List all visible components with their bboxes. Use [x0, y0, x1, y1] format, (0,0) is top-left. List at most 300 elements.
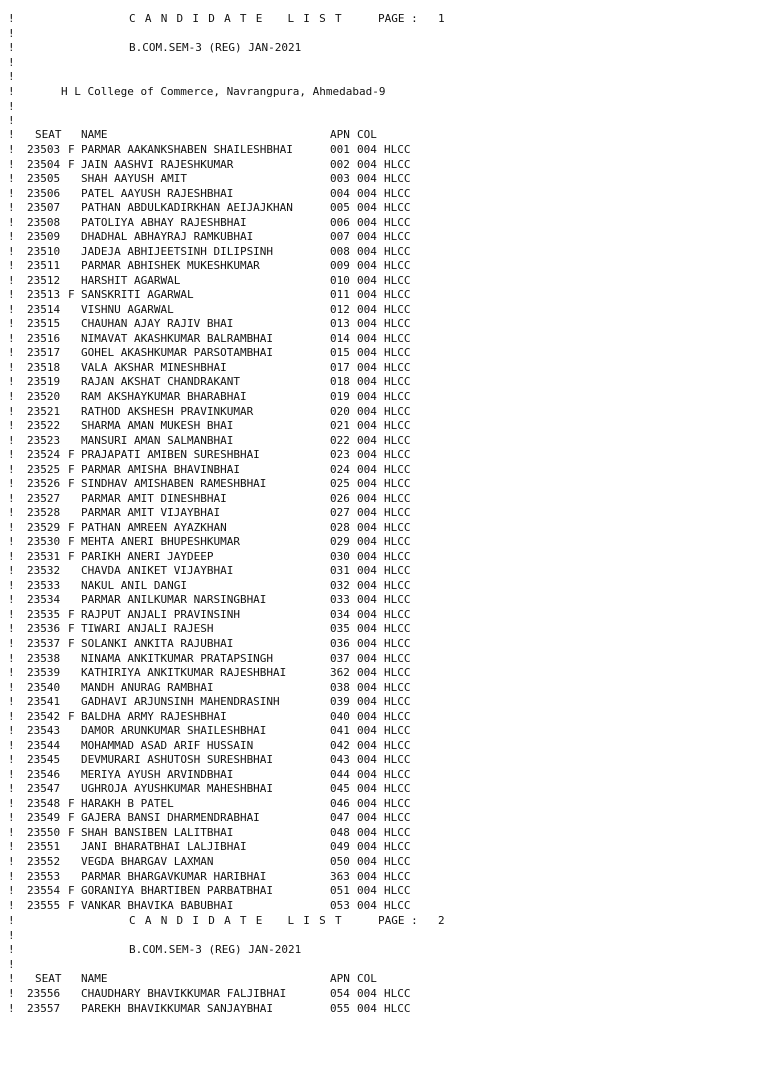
college-name: H L College of Commerce, Navrangpura, Ahmedabad-9	[61, 85, 386, 98]
margin-mark: !	[8, 943, 15, 956]
candidate-name: PAREKH BHAVIKKUMAR SANJAYBHAI	[81, 1001, 274, 1015]
college-number: 004	[357, 666, 377, 680]
college-number: 004	[357, 622, 377, 636]
candidate-row	[0, 782, 768, 797]
apn-number: 029	[330, 535, 350, 549]
margin-mark: !	[8, 738, 15, 752]
college-code: HLCC	[384, 520, 411, 534]
college-code: HLCC	[384, 477, 411, 491]
margin-mark: !	[8, 651, 15, 665]
blank-line	[0, 100, 768, 115]
college-number: 004	[357, 331, 377, 345]
blank-line	[0, 27, 768, 42]
college-code: HLCC	[384, 230, 411, 244]
college-number: 004	[357, 535, 377, 549]
margin-mark: !	[8, 666, 15, 680]
seat-number: 23537	[27, 637, 61, 651]
college-number: 004	[357, 987, 377, 1000]
gender-flag: F	[68, 811, 75, 825]
candidate-row	[0, 346, 768, 361]
seat-number: 23549	[27, 811, 61, 825]
candidate-row	[0, 448, 768, 463]
seat-number: 23527	[27, 491, 61, 505]
candidate-row	[0, 361, 768, 376]
column-header-seat: SEAT	[35, 972, 62, 985]
college-code: HLCC	[384, 695, 411, 709]
college-number: 004	[357, 840, 377, 854]
margin-mark: !	[8, 259, 15, 273]
candidate-name: JAIN AASHVI RAJESHKUMAR	[81, 157, 234, 171]
college-code: HLCC	[384, 404, 411, 418]
margin-mark: !	[8, 549, 15, 563]
apn-number: 027	[330, 506, 350, 520]
candidate-row	[0, 187, 768, 202]
seat-number: 23538	[27, 651, 61, 665]
college-number: 004	[357, 230, 377, 244]
margin-mark: !	[8, 433, 15, 447]
seat-number: 23540	[27, 680, 61, 694]
gender-flag: F	[68, 709, 75, 723]
candidate-name: SHAH AAYUSH AMIT	[81, 172, 187, 186]
college-number: 004	[357, 753, 377, 767]
margin-mark: !	[8, 477, 15, 491]
college-code: HLCC	[384, 462, 411, 476]
apn-number: 036	[330, 637, 350, 651]
candidate-row	[0, 303, 768, 318]
college-number: 004	[357, 273, 377, 287]
seat-number: 23520	[27, 390, 61, 403]
apn-number: 046	[330, 796, 350, 810]
college-code: HLCC	[384, 331, 411, 345]
apn-number: 037	[330, 651, 350, 665]
apn-number: 041	[330, 724, 350, 738]
apn-number: 047	[330, 811, 350, 825]
seat-number: 23531	[27, 549, 61, 563]
candidate-row	[0, 143, 768, 158]
seat-number: 23546	[27, 767, 61, 781]
college-number: 004	[357, 607, 377, 621]
candidate-name: PARMAR ANILKUMAR NARSINGBHAI	[81, 593, 267, 607]
candidate-row	[0, 666, 768, 681]
seat-number: 23548	[27, 796, 61, 810]
college-code: HLCC	[384, 651, 411, 665]
candidate-name: PARIKH ANERI JAYDEEP	[81, 549, 214, 563]
apn-number: 028	[330, 520, 350, 534]
college-code: HLCC	[384, 535, 411, 549]
apn-number: 009	[330, 259, 350, 273]
college-code: HLCC	[384, 724, 411, 738]
college-number: 004	[357, 796, 377, 810]
margin-mark: !	[8, 520, 15, 534]
candidate-row	[0, 637, 768, 652]
seat-number: 23508	[27, 215, 61, 229]
candidate-row	[0, 332, 768, 347]
candidate-name: NINAMA ANKITKUMAR PRATAPSINGH	[81, 651, 274, 665]
college-code: HLCC	[384, 259, 411, 273]
margin-mark: !	[8, 128, 15, 141]
candidate-name: GADHAVI ARJUNSINH MAHENDRASINH	[81, 695, 280, 709]
margin-mark: !	[8, 709, 15, 723]
candidate-row	[0, 564, 768, 579]
college-number: 004	[357, 302, 377, 316]
college-code: HLCC	[384, 419, 411, 433]
margin-mark: !	[8, 928, 15, 942]
margin-mark: !	[8, 782, 15, 796]
margin-mark: !	[8, 753, 15, 767]
college-code: HLCC	[384, 607, 411, 621]
apn-number: 021	[330, 419, 350, 433]
apn-number: 030	[330, 549, 350, 563]
college-number: 004	[357, 578, 377, 592]
candidate-name: GOHEL AKASHKUMAR PARSOTAMBHAI	[81, 346, 274, 360]
candidate-row	[0, 506, 768, 521]
candidate-row	[0, 695, 768, 710]
candidate-name: CHAVDA ANIKET VIJAYBHAI	[81, 564, 234, 578]
candidate-name: SHAH BANSIBEN LALITBHAI	[81, 825, 234, 839]
margin-mark: !	[8, 201, 15, 215]
apn-number: 014	[330, 331, 350, 345]
candidate-row	[0, 419, 768, 434]
candidate-name: PRAJAPATI AMIBEN SURESHBHAI	[81, 448, 260, 462]
margin-mark: !	[8, 854, 15, 868]
college-number: 004	[357, 869, 377, 883]
college-number: 004	[357, 637, 377, 651]
candidate-row	[0, 724, 768, 739]
margin-mark: !	[8, 26, 15, 40]
margin-mark: !	[8, 12, 15, 25]
seat-number: 23552	[27, 854, 61, 868]
college-number: 004	[357, 375, 377, 389]
candidate-name: GAJERA BANSI DHARMENDRABHAI	[81, 811, 260, 825]
college-number: 004	[357, 215, 377, 229]
college-number: 004	[357, 172, 377, 186]
college-number: 004	[357, 884, 377, 898]
college-code: HLCC	[384, 767, 411, 781]
apn-number: 038	[330, 680, 350, 694]
candidate-row	[0, 477, 768, 492]
candidate-name: MANSURI AMAN SALMANBHAI	[81, 433, 234, 447]
apn-number: 032	[330, 578, 350, 592]
seat-number: 23523	[27, 433, 61, 447]
margin-mark: !	[8, 186, 15, 200]
seat-number: 23511	[27, 259, 61, 273]
seat-number: 23517	[27, 346, 61, 360]
apn-number: 011	[330, 288, 350, 302]
candidate-name: BALDHA ARMY RAJESHBHAI	[81, 709, 227, 723]
apn-number: 054	[330, 987, 350, 1000]
candidate-row	[0, 259, 768, 274]
seat-number: 23526	[27, 477, 61, 491]
margin-mark: !	[8, 360, 15, 374]
margin-mark: !	[8, 987, 15, 1000]
candidate-name: PARMAR AMIT DINESHBHAI	[81, 491, 227, 505]
gender-flag: F	[68, 462, 75, 476]
college-code: HLCC	[384, 317, 411, 331]
apn-number: 033	[330, 593, 350, 607]
gender-flag: F	[68, 157, 75, 171]
apn-number: 001	[330, 143, 350, 156]
apn-number: 003	[330, 172, 350, 186]
apn-number: 007	[330, 230, 350, 244]
college-code: HLCC	[384, 302, 411, 316]
candidate-name: TIWARI ANJALI RAJESH	[81, 622, 214, 636]
college-code: HLCC	[384, 506, 411, 520]
college-number: 004	[357, 506, 377, 520]
seat-number: 23529	[27, 520, 61, 534]
candidate-row	[0, 840, 768, 855]
candidate-row	[0, 753, 768, 768]
seat-number: 23539	[27, 666, 61, 680]
apn-number: 008	[330, 244, 350, 258]
seat-number: 23513	[27, 288, 61, 302]
candidate-name: DEVMURARI ASHUTOSH SURESHBHAI	[81, 753, 274, 767]
apn-number: 040	[330, 709, 350, 723]
apn-number: 006	[330, 215, 350, 229]
candidate-name: NAKUL ANIL DANGI	[81, 578, 187, 592]
college-number: 004	[357, 738, 377, 752]
gender-flag: F	[68, 288, 75, 302]
margin-mark: !	[8, 114, 15, 127]
margin-mark: !	[8, 796, 15, 810]
seat-number: 23528	[27, 506, 61, 520]
college-number: 004	[357, 651, 377, 665]
candidate-row	[0, 884, 768, 899]
margin-mark: !	[8, 506, 15, 520]
margin-mark: !	[8, 767, 15, 781]
course-line	[0, 41, 768, 56]
apn-number: 022	[330, 433, 350, 447]
gender-flag: F	[68, 549, 75, 563]
column-header-col: COL	[357, 972, 377, 985]
candidate-row	[0, 375, 768, 390]
college-code: HLCC	[384, 782, 411, 796]
candidate-row	[0, 390, 768, 405]
seat-number: 23542	[27, 709, 61, 723]
college-number: 004	[357, 244, 377, 258]
margin-mark: !	[8, 143, 15, 156]
candidate-row	[0, 899, 768, 914]
candidate-row	[0, 593, 768, 608]
candidate-name: PATOLIYA ABHAY RAJESHBHAI	[81, 215, 247, 229]
seat-number: 23510	[27, 244, 61, 258]
college-code: HLCC	[384, 1001, 411, 1015]
candidate-row	[0, 855, 768, 870]
college-number: 004	[357, 433, 377, 447]
apn-number: 012	[330, 302, 350, 316]
margin-mark: !	[8, 41, 15, 54]
college-code: HLCC	[384, 564, 411, 578]
candidate-name: HARAKH B PATEL	[81, 796, 174, 810]
college-number: 004	[357, 201, 377, 215]
blank-line	[0, 56, 768, 71]
candidate-name: JANI BHARATBHAI LALJIBHAI	[81, 840, 247, 854]
gender-flag: F	[68, 884, 75, 898]
seat-number: 23519	[27, 375, 61, 389]
title-line	[0, 914, 768, 929]
college-number: 004	[357, 404, 377, 418]
candidate-row	[0, 463, 768, 478]
college-code: HLCC	[384, 201, 411, 215]
candidate-name: MEHTA ANERI BHUPESHKUMAR	[81, 535, 240, 549]
candidate-row	[0, 739, 768, 754]
college-code: HLCC	[384, 491, 411, 505]
margin-mark: !	[8, 1001, 15, 1015]
margin-mark: !	[8, 157, 15, 171]
college-code: HLCC	[384, 811, 411, 825]
apn-number: 020	[330, 404, 350, 418]
margin-mark: !	[8, 491, 15, 505]
candidate-name: VEGDA BHARGAV LAXMAN	[81, 854, 214, 868]
college-code: HLCC	[384, 375, 411, 389]
seat-number: 23521	[27, 404, 61, 418]
gender-flag: F	[68, 143, 75, 156]
college-code: HLCC	[384, 987, 411, 1000]
candidate-name: VISHNU AGARWAL	[81, 302, 174, 316]
margin-mark: !	[8, 346, 15, 360]
seat-number: 23543	[27, 724, 61, 738]
college-number: 004	[357, 680, 377, 694]
apn-number: 039	[330, 695, 350, 709]
gender-flag: F	[68, 825, 75, 839]
gender-flag: F	[68, 622, 75, 636]
college-code: HLCC	[384, 549, 411, 563]
seat-number: 23547	[27, 782, 61, 796]
college-code: HLCC	[384, 840, 411, 854]
margin-mark: !	[8, 564, 15, 578]
apn-number: 018	[330, 375, 350, 389]
candidate-name: VALA AKSHAR MINESHBHAI	[81, 360, 227, 374]
apn-number: 043	[330, 753, 350, 767]
title-line	[0, 12, 768, 27]
candidate-name: PATHAN AMREEN AYAZKHAN	[81, 520, 227, 534]
apn-number: 035	[330, 622, 350, 636]
candidate-row	[0, 288, 768, 303]
candidate-row	[0, 608, 768, 623]
blank-line	[0, 70, 768, 85]
margin-mark: !	[8, 448, 15, 462]
seat-number: 23532	[27, 564, 61, 578]
seat-number: 23536	[27, 622, 61, 636]
apn-number: 025	[330, 477, 350, 491]
college-number: 004	[357, 709, 377, 723]
margin-mark: !	[8, 825, 15, 839]
college-number: 004	[357, 288, 377, 302]
margin-mark: !	[8, 898, 15, 912]
margin-mark: !	[8, 390, 15, 403]
candidate-row	[0, 521, 768, 536]
gender-flag: F	[68, 520, 75, 534]
college-number: 004	[357, 390, 377, 403]
seat-number: 23515	[27, 317, 61, 331]
college-code: HLCC	[384, 273, 411, 287]
apn-number: 049	[330, 840, 350, 854]
apn-number: 050	[330, 854, 350, 868]
apn-number: 362	[330, 666, 350, 680]
college-number: 004	[357, 491, 377, 505]
college-code: HLCC	[384, 884, 411, 898]
college-number: 004	[357, 549, 377, 563]
college-code: HLCC	[384, 578, 411, 592]
college-code: HLCC	[384, 143, 411, 156]
course-name: B.COM.SEM-3 (REG) JAN-2021	[129, 41, 302, 54]
column-header-apn: APN	[330, 972, 350, 985]
candidate-name: HARSHIT AGARWAL	[81, 273, 181, 287]
college-number: 004	[357, 782, 377, 796]
seat-number: 23534	[27, 593, 61, 607]
seat-number: 23505	[27, 172, 61, 186]
college-code: HLCC	[384, 622, 411, 636]
candidate-row	[0, 317, 768, 332]
column-header-col: COL	[357, 128, 377, 141]
apn-number: 055	[330, 1001, 350, 1015]
apn-number: 026	[330, 491, 350, 505]
candidate-row	[0, 434, 768, 449]
seat-number: 23504	[27, 157, 61, 171]
college-code: HLCC	[384, 666, 411, 680]
seat-number: 23503	[27, 143, 61, 156]
margin-mark: !	[8, 375, 15, 389]
college-code: HLCC	[384, 869, 411, 883]
college-number: 004	[357, 695, 377, 709]
college-code: HLCC	[384, 390, 411, 403]
college-number: 004	[357, 317, 377, 331]
margin-mark: !	[8, 331, 15, 345]
candidate-name: MERIYA AYUSH ARVINDBHAI	[81, 767, 234, 781]
margin-mark: !	[8, 593, 15, 607]
college-number: 004	[357, 419, 377, 433]
candidate-row	[0, 1002, 768, 1017]
apn-number: 044	[330, 767, 350, 781]
college-number: 004	[357, 186, 377, 200]
gender-flag: F	[68, 607, 75, 621]
candidate-name: RATHOD AKSHESH PRAVINKUMAR	[81, 404, 254, 418]
column-header-seat: SEAT	[35, 128, 62, 141]
seat-number: 23518	[27, 360, 61, 374]
margin-mark: !	[8, 462, 15, 476]
candidate-row	[0, 492, 768, 507]
college-code: HLCC	[384, 157, 411, 171]
college-number: 004	[357, 259, 377, 273]
column-header-apn: APN	[330, 128, 350, 141]
candidate-row	[0, 158, 768, 173]
candidate-row	[0, 579, 768, 594]
gender-flag: F	[68, 637, 75, 651]
college-number: 004	[357, 360, 377, 374]
candidate-row	[0, 870, 768, 885]
margin-mark: !	[8, 622, 15, 636]
college-number: 004	[357, 724, 377, 738]
apn-number: 013	[330, 317, 350, 331]
margin-mark: !	[8, 55, 15, 69]
margin-mark: !	[8, 85, 15, 98]
apn-number: 053	[330, 898, 350, 912]
gender-flag: F	[68, 448, 75, 462]
margin-mark: !	[8, 404, 15, 418]
seat-number: 23512	[27, 273, 61, 287]
college-number: 004	[357, 854, 377, 868]
seat-number: 23551	[27, 840, 61, 854]
seat-number: 23533	[27, 578, 61, 592]
college-code: HLCC	[384, 637, 411, 651]
college-number: 004	[357, 346, 377, 360]
margin-mark: !	[8, 914, 15, 927]
blank-line	[0, 929, 768, 944]
apn-number: 015	[330, 346, 350, 360]
college-number: 004	[357, 593, 377, 607]
apn-number: 017	[330, 360, 350, 374]
apn-number: 010	[330, 273, 350, 287]
seat-number: 23530	[27, 535, 61, 549]
